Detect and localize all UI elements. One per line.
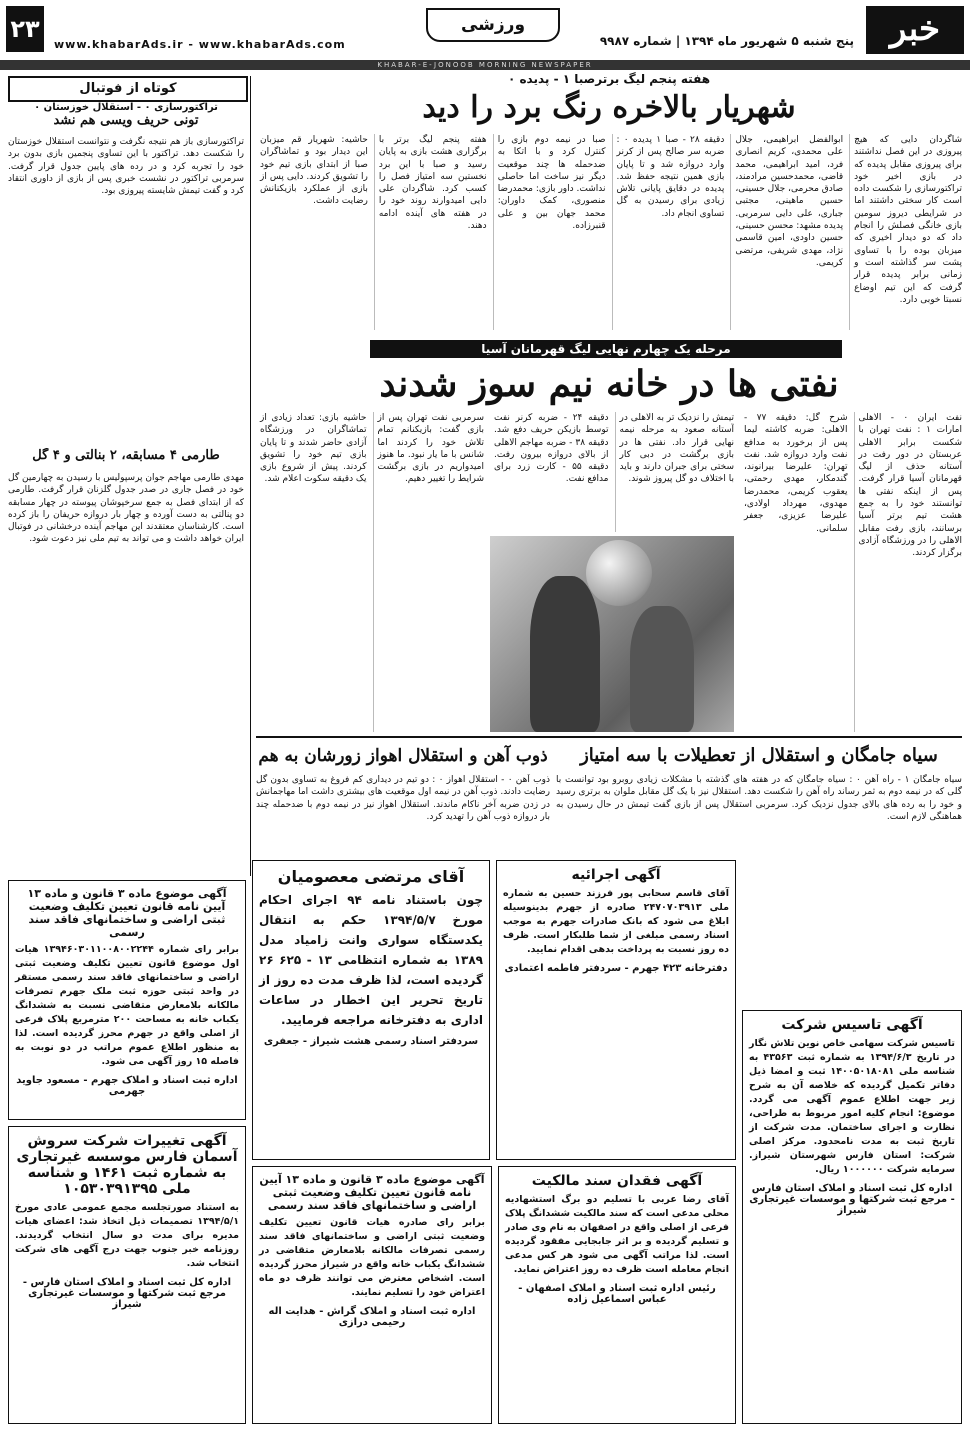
top-story-col-3: دقیقه ۲۸ - صبا ۱ پدیده ۰ : ضربه سر صالح پس از کرنر وارد دروازه شد و تا پایان بازی همین نتیجه حفظ شد. پدیده در دقایق پایانی تلاش زیادی برای رسیدن به گل تساوی انجام داد.	[612, 134, 725, 330]
notice-signature: دفترخانه ۴۲۳ جهرم - سردفتر فاطمه اعتمادی	[504, 963, 728, 974]
football-icon	[586, 540, 652, 606]
player-figure	[530, 576, 600, 732]
sidebar-headline-block	[8, 102, 244, 132]
page-number: ۲۳	[6, 6, 44, 52]
top-story-col-1: شاگردان دایی که هیچ پیروزی در این فصل نداشتند برای پیروزی مقابل پدیده که در بازی اخیر خود تراکتورسازی را شکست داده است کار سختی داشتند اما در شرایطی دیروز سومین بازی خانگی فصلش را انجام داد که دو دیدار اخیری که میزبان بوده را با تساوی پشت سر گذاشته است و زمانی برابر پدیده قرار گرفت که این تیم اوضاع نسبتا خوبی دارد.	[849, 134, 962, 330]
mid-story-1-body: سیاه جامگان ۱ - راه آهن ۰ : سیاه جامگان که در هفته های گذشته با مشکلات زیادی روبرو بود توانست با گلی که در نیمه دوم به ثمر رساند راه آهن را شکست دهد. استقلال نیز با یک گل مقابل ملوان به برتری رسید و خود را به رده های بالای جدول نزدیک کرد. سرمربی استقلال پس از بازی گفت تیمش در حال رسیدن به هماهنگی لازم است.	[556, 775, 962, 822]
notice-title: آگهی اجرائیه	[571, 867, 661, 883]
asia-story-col-1: نفت ایران ۰ - الاهلی امارات ۱ : نفت تهران با شکست برابر الاهلی عربستان در دور رفت در آستانه حذف از لیگ قهرمانان آسیا قرار گرفت. پس از اینکه نفتی ها توانستند خود را به جمع هشت تیم برتر آسیا برسانند، بازی رفت مقابل الاهلی را در ورزشگاه آزادی برگزار کردند.	[854, 412, 963, 732]
newspaper-logo: خبر	[866, 6, 964, 54]
website-link[interactable]: www.khabarAds.ir - www.khabarAds.com	[54, 38, 346, 51]
legal-notice-7	[742, 1010, 962, 1424]
notice-signature: سردفتر اسناد رسمی هشت شیراز - جعفری	[263, 1036, 479, 1047]
asia-story-col-4: دقیقه ۲۴ - ضربه کرنر نفت توسط بازیکن حریف دفع شد. دقیقه ۳۸ - ضربه مهاجم الاهلی از بالای دروازه بیرون رفت. دقیقه ۵۵ - کارت زرد برای مدافع نفت.	[494, 413, 609, 485]
dateline: پنج شنبه ۵ شهریور ماه ۱۳۹۴ | شماره ۹۹۸۷	[599, 34, 854, 48]
sidebar-kicker: تراکتورسازی ۰ - استقلال خوزستان ۰	[34, 102, 218, 113]
notice-title: آگهی تاسیس شرکت	[781, 1017, 923, 1033]
asia-story-kicker: مرحله یک چهارم نهایی لیگ قهرمانان آسیا	[370, 340, 842, 358]
legal-notice-2	[8, 1126, 246, 1424]
notice-signature: اداره ثبت اسناد و املاک جهرم - مسعود جاوید جهرمی	[16, 1075, 238, 1097]
asia-story-col-5: سرمربی نفت تهران پس از بازی گفت: بازیکنانم تمام تلاش خود را کردند اما شانس با ما یار نبود. ما هنوز امیدواریم در بازی برگشت شرایط را تغییر دهیم.	[373, 412, 485, 732]
sidebar-article-1: تراکتورسازی باز هم نتیجه نگرفت و نتوانست استقلال خوزستان را شکست دهد. تراکتور با این تساوی پنجمین بازی بدون برد خود را تجربه کرد و در رده های پایین جدول قرار گرفت. سرمربی تراکتور در نشست خبری پس از بازی از داوری انتقاد کرد و گفت تیمش شایسته پیروزی بود.	[8, 137, 244, 197]
top-story-kicker: هفته پنجم لیگ برترصبا ۱ - پدیده ۰	[507, 72, 711, 86]
notice-title: آگهی موضوع ماده ۳ قانون و ماده ۱۳ آیین نامه قانون تعیین تکلیف وضعیت ثبتی اراضی و ساختمانهای فاقد سند رسمی	[259, 1173, 485, 1212]
top-story-headline: شهریار بالاخره رنگ برد را دید	[422, 90, 796, 125]
section-divider	[256, 736, 962, 738]
mid-story-2-headline: ذوب آهن و استقلال اهواز زورشان به هم	[258, 746, 548, 766]
notice-body: چون باستناد نامه ۹۴ اجرای احکام مورخ ۱۳۹۴/۵/۷ حکم به انتقال یکدستگاه سواری وانت زامیاد مدل ۱۳۸۹ به شماره انتظامی ۱۳ - ۶۲۵ ۲۶ گردیده است، لذا ظرف مدت ده روز از تاریخ تحریر این اخطار در ساعات اداری به دفترخانه مراجعه فرمایید.	[259, 893, 483, 1027]
asia-story-headline: نفتی ها در خانه نیم سوز شدند	[379, 363, 839, 405]
legal-notice-5	[252, 1166, 492, 1424]
notice-signature: اداره کل ثبت اسناد و املاک استان فارس - مرجع ثبت شرکتها و موسسات غیرتجاری شیراز	[749, 1183, 955, 1216]
section-title: ورزشی	[426, 8, 560, 42]
notice-signature: اداره ثبت اسناد و املاک گراش - هدایت اله رحیمی درازی	[268, 1306, 476, 1328]
notice-body: برابر رای شماره ۱۳۹۴۶۰۳۰۱۱۰۰۸۰۰۲۲۴۴ هیات اول موضوع قانون تعیین تکلیف وضعیت ثبتی اراضی و ساختمانهای فاقد سند رسمی مستقر در واحد ثبتی حوزه ثبت ملک جهرم تصرفات مالکانه بلامعارض متقاضی نسبت به ششدانگ یکباب خانه به مساحت ۲۰۰ مترمربع پلاک فرعی از اصلی واقع در جهرم محرز گردیده است. لذا به منظور اطلاع عموم مراتب در دو نوبت به فاصله ۱۵ روز آگهی می شود.	[15, 944, 239, 1067]
asia-story-col-3: تیمش را نزدیک تر به الاهلی در آستانه صعود به مرحله نیمه نهایی قرار داد. نفتی ها در بازی برگشت در دبی کار سختی برای جبران دارند و باید با اختلاف دو گل پیروز شوند.	[615, 412, 735, 532]
top-story-body	[256, 134, 962, 330]
legal-notice-6	[498, 1166, 736, 1424]
top-story-col-5: هفته پنجم لیگ برتر با برگزاری هشت بازی به پایان رسید و صبا با این برد نخستین سه امتیاز فصل را کسب کرد. شاگردان علی دایی امیدوارند روند خود را در هفته های آینده ادامه دهند.	[374, 134, 487, 330]
sidebar-headline-2: طارمی ۴ مسابقه، ۲ بنالتی و ۴ گل	[32, 448, 220, 463]
top-story-col-2: ابوالفضل ابراهیمی، جلال علی محمدی، کریم انصاری فرد، امید ابراهیمی، محمد قاضی، محمدحسین مرادمند، صادق محرمی، جلال حسینی، حسین ماهینی، مجتبی جباری، علی دایی سرمربی. پدیده مشهد: محسن حسینی، حسین داودی، امین قاسمی نژاد، مهدی شریفی، مرتضی کریمی.	[730, 134, 843, 330]
masthead	[6, 6, 964, 62]
notice-title: آگهی موضوع ماده ۳ قانون و ماده ۱۳ آیین نامه قانون تعیین تکلیف وضعیت ثبتی اراضی و ساختمانهای فاقد سند رسمی	[27, 887, 227, 939]
match-photo	[490, 536, 734, 732]
asia-story-col-2: شرح گل: دقیقه ۷۷ - الاهلی: ضربه کاشته لیما پس از برخورد به مدافع نفت وارد دروازه شد. نفت تهران: علیرضا بیرانوند، گندمکار، مهدی رحمتی، یعقوب کریمی، محمدرضا مهدوی، مهرداد اولادی، علیرضا عزیزی، جعفر سلمانی.	[744, 413, 848, 534]
notice-body: تاسیس شرکت سهامی خاص نوین تلاش نگار در تاریخ ۱۳۹۴/۶/۳ به شماره ثبت ۴۳۵۶۳ به شناسه ملی ۱۴۰۰۵۰۱۸۰۸۱ ثبت و امضا ذیل دفاتر تکمیل گردیده که خلاصه آن به شرح زیر جهت اطلاع عموم آگهی می گردد. موضوع: انجام کلیه امور مربوط به طراحی، نظارت و اجرای ساختمان. مدت شرکت از تاریخ ثبت به مدت نامحدود. مرکز اصلی شرکت: استان فارس شهرستان شیراز. سرمایه شرکت ۱۰۰۰۰۰۰ ریال.	[749, 1038, 955, 1175]
player-figure	[630, 606, 694, 732]
sidebar-headline: تونی حریف ویسی هم نشد	[53, 113, 199, 128]
asia-story-left-body	[256, 412, 484, 732]
notice-body: آقای رضا عربی با تسلیم دو برگ استشهادیه محلی مدعی است که سند مالکیت ششدانگ پلاک فرعی از اصلی واقع در اصفهان به نام وی صادر و تسلیم گردیده و بر اثر جابجایی مفقود گردیده است. لذا مراتب آگهی می شود هر کس مدعی انجام معامله است ظرف ده روز اعتراض نماید.	[505, 1194, 729, 1275]
asia-story-right-body	[740, 412, 962, 732]
notice-title: آقای مرتضی معصومیان	[277, 867, 465, 886]
sidebar-article-2: مهدی طارمی مهاجم جوان پرسپولیس با رسیدن به چهارمین گل خود در فصل جاری در صدر جدول گلزنان قرار گرفت. طارمی که از ابتدای فصل به جمع سرخپوشان پیوسته در چهار مسابقه دو پنالتی به دست آورده و چهار بار دروازه حریفان را باز کرده است. کارشناسان معتقدند این مهاجم آینده درخشانی در فوتبال ایران خواهد داشت و می تواند به تیم ملی نیز دعوت شود.	[8, 473, 244, 545]
legal-notice-3	[252, 860, 490, 1160]
top-story-col-4: صبا در نیمه دوم بازی را کنترل کرد و با اتکا به ضدحمله ها چند موقعیت دیگر نیز ساخت اما حاصلی نداشت. داور بازی: محمدرضا منصوری، کمک داوران: محمد جهان بین و علی قنبرزاده.	[493, 134, 606, 330]
sidebar-section-title: کوتاه از فوتبال	[8, 76, 248, 102]
mid-story-1-headline: سیاه جامگان و استقلال از تعطیلات با سه امتیاز	[580, 745, 938, 766]
notice-body: برابر رای صادره هیات قانون تعیین تکلیف وضعیت ثبتی اراضی و ساختمانهای فاقد سند رسمی تصرفات مالکانه بلامعارض متقاضی در ششدانگ یکباب خانه واقع در شیراز محرز گردیده است. اشخاص معترض می توانند ظرف دو ماه اعتراض خود را تسلیم نمایند.	[259, 1217, 485, 1298]
notice-body: به استناد صورتجلسه مجمع عمومی عادی مورخ ۱۳۹۴/۵/۱ تصمیمات ذیل اتخاذ شد: اعضای هیات مدیره برای مدت دو سال انتخاب گردیدند. روزنامه خبر جنوب جهت درج آگهی های شرکت انتخاب شد.	[15, 1202, 239, 1269]
legal-notice-4	[496, 860, 736, 1160]
notice-body: آقای قاسم سحابی پور فرزند حسین به شماره ملی ۲۴۷۰۷۰۳۹۱۳ صادره از جهرم بدینوسیله ابلاغ می شود که بانک صادرات جهرم به موجب اسناد رسمی مبلغی از شما طلبکار است. ظرف ده روز نسبت به پرداخت بدهی اقدام نمایید.	[503, 888, 729, 955]
notice-title: آگهی فقدان سند مالکیت	[531, 1173, 703, 1189]
tagline: KHABAR-E-JONOOB MORNING NEWSPAPER	[0, 60, 970, 70]
top-story-col-6: حاشیه: شهریار قم میزبان این دیدار بود و تماشاگران صبا از ابتدای بازی تیم خود را تشویق کردند. دایی پس از بازی از عملکرد بازیکنانش رضایت داشت.	[260, 135, 368, 207]
legal-notice-1	[8, 880, 246, 1120]
notice-signature: اداره کل ثبت اسناد و املاک استان فارس - مرجع ثبت شرکتها و موسسات غیرتجاری شیراز	[22, 1277, 232, 1310]
asia-story-mid-body	[490, 412, 734, 532]
notice-signature: رئیس اداره ثبت اسناد و املاک اصفهان - عباس اسماعیل زاده	[518, 1283, 716, 1305]
column-divider	[250, 76, 251, 876]
asia-story-col-6: حاشیه بازی: تعداد زیادی از تماشاگران در ورزشگاه آزادی حاضر شدند و تا پایان بازی تیم خود را تشویق کردند. پیش از شروع بازی یک دقیقه سکوت اعلام شد.	[260, 413, 367, 485]
mid-story-2-body: ذوب آهن ۰ - استقلال اهواز ۰ : دو تیم در دیداری کم فروغ به تساوی بدون گل رضایت دادند. ذوب آهن در نیمه اول موقعیت های بیشتری داشت اما مهاجمانش در زدن ضربه آخر ناکام ماندند. استقلال اهواز نیز در نیمه دوم با ضدحمله چند بار دروازه ذوب آهن را تهدید کرد.	[256, 775, 550, 822]
notice-title: آگهی تغییرات شرکت سروش آسمان فارس موسسه غیرتجاری به شماره ثبت ۱۴۶۱ و شناسه ملی ۱۰۵۳۰۳۹۱۳۹۵	[16, 1133, 238, 1197]
